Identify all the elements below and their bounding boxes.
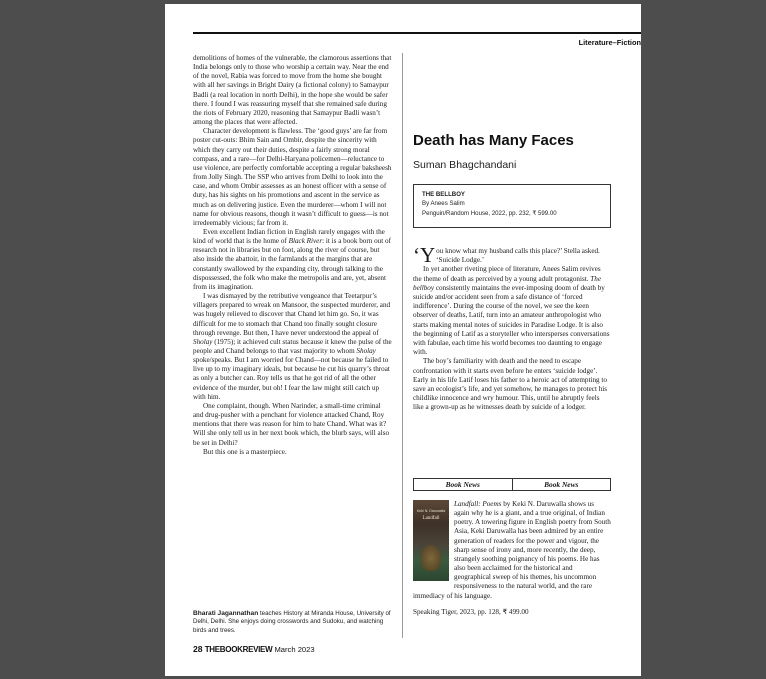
left-paragraph-1: demolitions of homes of the vulnerable, the clamorous assertions that India belongs only to those who worship a certain way. Near the end of the novel, Rabia was forced to move from the home she bought with all her savings in Bright Dairy (a fictional colony) to Samaypur Badli (a real location in north Delhi), in the hope she would be safer there. I found I was reassuring myself that she remained safe during the riots of February 2020, reasoning that Samaypur Badli wasn’t among the places that were affected. [193, 54, 392, 127]
book-title: THE BELLBOY [422, 191, 465, 198]
review-p2-italic: The bellboy [413, 274, 601, 292]
page-footer [193, 644, 315, 654]
page-number: 28 [193, 644, 203, 654]
left-p4-mid: (1975); it achieved cult status because it knew the pulse of the people and Chand belongs to that vast majority to whom [193, 337, 392, 355]
magazine-brand: THEBOOKREVIEW [204, 645, 273, 654]
book-author: By Anees Salim [422, 200, 465, 208]
section-label: Literature–Fiction [578, 38, 641, 47]
book-news-tab-1: Book News [413, 479, 512, 490]
left-p3-italic: Black River [288, 237, 323, 246]
left-p4-italic-1: Sholay [193, 337, 213, 346]
book-news-tab-2: Book News [512, 479, 612, 490]
cover-author: Keki N. Daruwalla [416, 509, 446, 513]
magazine-page [165, 4, 641, 676]
review-p1-rest: ou know what my husband calls this place?’ Stella asked. ‘Suicide Lodge.’ [436, 247, 600, 265]
book-info-box [413, 184, 611, 228]
left-paragraph-6: But this one is a masterpiece. [203, 447, 287, 456]
review-p2-end: consistently maintains the ever-imposing doom of death by suicide and/or accident seen from a safe distance of ‘forced indifference’. During the course of the novel, we see the keen observer of deaths, Latif, turn into an amateur anthropologist who starts making mental notes of suicides in Paradise Lodge. It is also the beginning of Latif as a storyteller who intersperses conversations with fabulae, each time his world becomes too daunting to engage with. [413, 283, 610, 357]
left-paragraph-4 [193, 292, 392, 402]
review-body [413, 243, 611, 413]
left-p3-rest: : it is a book born out of research not in libraries but on foot, along the river of course, but also inside the abattoir, in the farmlands at the margins that are constantly swallowed by the expanding city, through talking to the dispossessed, the folk who make the metropolis and are, yet, absent from its imagination. [193, 237, 391, 291]
book-news-box [413, 478, 611, 627]
left-paragraph-5: One complaint, though. When Narinder, a small-time criminal and drug-pusher with a penchant for violence attacked Chand, Roy mentions that there was reason for him to hate Chand. What was it? Will she only tell us in her next book which, the blurb says, will also be set in Delhi? [193, 401, 390, 447]
bio-text: teaches History at Miranda House, University of Delhi, Delhi. She enjoys doing crosswords and Sudoku, and watching birds and trees. [193, 610, 391, 634]
book-news-tabs [413, 479, 611, 491]
left-p4-italic-2: Sholay [356, 347, 376, 355]
book-publisher: Penguin/Random House, 2022, pp. 232, ₹ 599.00 [422, 209, 557, 217]
book-cover-image [413, 500, 449, 581]
review-author: Suman Bhagchandani [413, 159, 517, 171]
top-rule [193, 32, 641, 34]
left-paragraph-3 [193, 228, 392, 292]
book-news-publisher: Speaking Tiger, 2023, pp. 128, ₹ 499.00 [413, 607, 529, 616]
left-p4-end: spoke/speaks. But I am worried for Chand—not because he failed to live up to my imaginary ideals, but because he cut his quarry’s throat as only a butcher can. Roy tells us that he got rid of all the other evidence of the murder, but oh! I fear the law might still catch up with him. [193, 356, 390, 401]
drop-cap: ‘Y [413, 243, 436, 267]
review-p2-start: In yet another riveting piece of literature, Anees Salim revives the theme of death as perceived by a young adult protagonist. [413, 265, 601, 283]
review-paragraph-3: The boy’s familiarity with death and the need to escape confrontation with it starts even before he enters ‘suicide lodge’. Early in his life Latif loses his father to a heroic act of attempting to save an ecologist’s life, and yet somehow, he manages to protect his childlike innocence and wry humour. This, until he abruptly feels like a grown-up as he witnesses death by suicide of a lodger. [413, 357, 608, 412]
cover-leaf-illustration [421, 545, 441, 571]
issue-date: March 2023 [274, 645, 315, 654]
bio-name: Bharati Jagannathan [193, 610, 259, 617]
author-bio [193, 610, 394, 635]
left-paragraph-2: Character development is flawless. The ‘good guys’ are far from poster cut-outs: Bhim Sain and Ombir, despite the sincerity with which they carry out their duties, despite a fairly strong moral compass, and a rare—for Delhi-Haryana policemen—reluctance to use violence, are perfectly comfortable accepting a regular baksheesh from Jolly Singh. The SSP who arrives from Delhi to look into the case, and whom Ombir assesses as an honest officer with a sense of duty, has his sights on his promotions and ascent in the service as much as on delivering justice. Even the murderer—whom I will not name for obvious reasons, though it wasn’t difficult to guess—is not irredeemably vicious; far from it. [193, 127, 392, 227]
book-news-title: Landfall: Poems [454, 500, 502, 508]
review-paragraph-2 [413, 265, 611, 357]
book-news-content [413, 491, 611, 617]
left-p4-start: I was dismayed by the retributive vengeance that Teetarpur’s villagers prepared to wreak on Mansoor, the suspected murderer, and was hugely relieved to discover that Chand let him go. So, it was difficult for me to stomach that Chand too finally sought closure through revenge. But then, I have never understood the appeal of [193, 292, 391, 337]
review-title: Death has Many Faces [413, 132, 574, 149]
book-news-description: by Keki N. Daruwalla shows us again why he is a giant, and a true original, of Indian poetry. A towering figure in English poetry from South Asia, Keki Daruwalla has been admired by an entire generation of readers for the power and vigour, the sharp sense of irony and, more recently, the deep, strangely soothing poignancy of his poems. He has also been acclaimed for the historical and geographical sweep of his themes, his uncommon responsiveness to the natural world, and the rare immediacy of his language. [413, 500, 611, 600]
cover-title: Landfall [422, 516, 440, 521]
left-column [193, 54, 392, 457]
left-p3-start: Even excellent Indian fiction in English rarely engages with the kind of world that is the home of [193, 227, 385, 246]
review-paragraph-1 [413, 243, 611, 267]
column-divider [402, 53, 403, 638]
